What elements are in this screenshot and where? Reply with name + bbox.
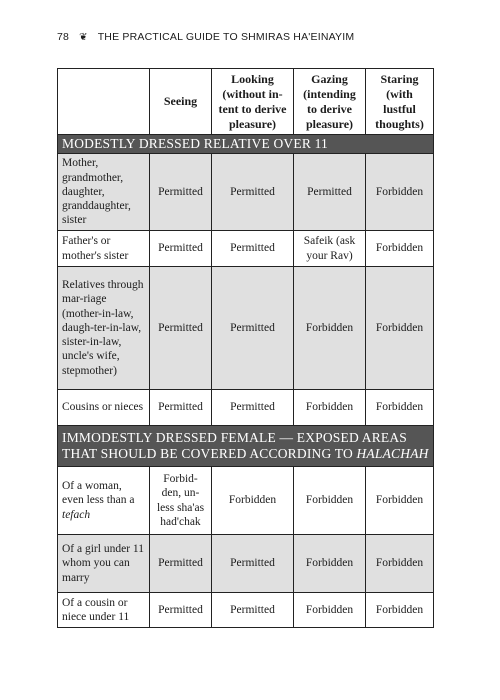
table-row	[58, 593, 434, 628]
column-header-empty	[58, 69, 150, 135]
permissions-table	[57, 68, 434, 628]
cell-seeing: Forbid-den, un-less sha'as had'chak	[150, 467, 212, 535]
column-header-gazing: Gazing (intending to derive pleasure)	[294, 69, 366, 135]
cell-staring: Forbidden	[366, 267, 434, 390]
column-header-staring: Staring (with lustful thoughts)	[366, 69, 434, 135]
row-label: Father's or mother's sister	[58, 231, 150, 267]
row-label: Of a woman, even less than a tefach	[58, 467, 150, 535]
row-label: Relatives through mar-riage (mother-in-law, daugh-ter-in-law, sister-in-law, uncle's wife, stepmother)	[58, 267, 150, 390]
section-header-row	[58, 426, 434, 467]
table-row	[58, 231, 434, 267]
cell-seeing: Permitted	[150, 535, 212, 593]
cell-seeing: Permitted	[150, 154, 212, 231]
cell-staring: Forbidden	[366, 593, 434, 628]
cell-looking: Permitted	[212, 267, 294, 390]
running-head-title: THE PRACTICAL GUIDE TO SHMIRAS HA'EINAYIM	[97, 31, 355, 43]
cell-looking: Permitted	[212, 535, 294, 593]
row-label: Of a girl under 11 whom you can marry	[58, 535, 150, 593]
cell-gazing: Forbidden	[294, 267, 366, 390]
cell-seeing: Permitted	[150, 267, 212, 390]
table-row	[58, 467, 434, 535]
cell-looking: Permitted	[212, 593, 294, 628]
cell-gazing: Forbidden	[294, 535, 366, 593]
cell-staring: Forbidden	[366, 535, 434, 593]
table-row	[58, 154, 434, 231]
column-header-looking: Looking (without in-tent to derive pleasure)	[212, 69, 294, 135]
running-head	[57, 30, 354, 44]
section-heading: IMMODESTLY DRESSED FEMALE — EXPOSED AREAS THAT SHOULD BE COVERED ACCORDING TO HALACHAH	[58, 426, 434, 467]
row-label: Cousins or nieces	[58, 390, 150, 426]
cell-looking: Permitted	[212, 154, 294, 231]
cell-gazing: Permitted	[294, 154, 366, 231]
section-header-row	[58, 135, 434, 154]
cell-staring: Forbidden	[366, 231, 434, 267]
section-heading: MODESTLY DRESSED RELATIVE OVER 11	[58, 135, 434, 154]
cell-staring: Forbidden	[366, 467, 434, 535]
row-label: Of a cousin or niece under 11	[58, 593, 150, 628]
page-number: 78	[57, 31, 70, 43]
cell-staring: Forbidden	[366, 154, 434, 231]
cell-seeing: Permitted	[150, 231, 212, 267]
table-row	[58, 535, 434, 593]
table-row	[58, 390, 434, 426]
cell-seeing: Permitted	[150, 390, 212, 426]
ornament-icon: ❦	[79, 31, 88, 43]
cell-gazing: Forbidden	[294, 390, 366, 426]
table-header-row	[58, 69, 434, 135]
column-header-seeing: Seeing	[150, 69, 212, 135]
cell-looking: Forbidden	[212, 467, 294, 535]
cell-looking: Permitted	[212, 231, 294, 267]
cell-gazing: Safeik (ask your Rav)	[294, 231, 366, 267]
cell-seeing: Permitted	[150, 593, 212, 628]
row-label: Mother, grandmother, daughter, granddaughter, sister	[58, 154, 150, 231]
cell-gazing: Forbidden	[294, 593, 366, 628]
cell-staring: Forbidden	[366, 390, 434, 426]
cell-gazing: Forbidden	[294, 467, 366, 535]
table-row	[58, 267, 434, 390]
cell-looking: Permitted	[212, 390, 294, 426]
